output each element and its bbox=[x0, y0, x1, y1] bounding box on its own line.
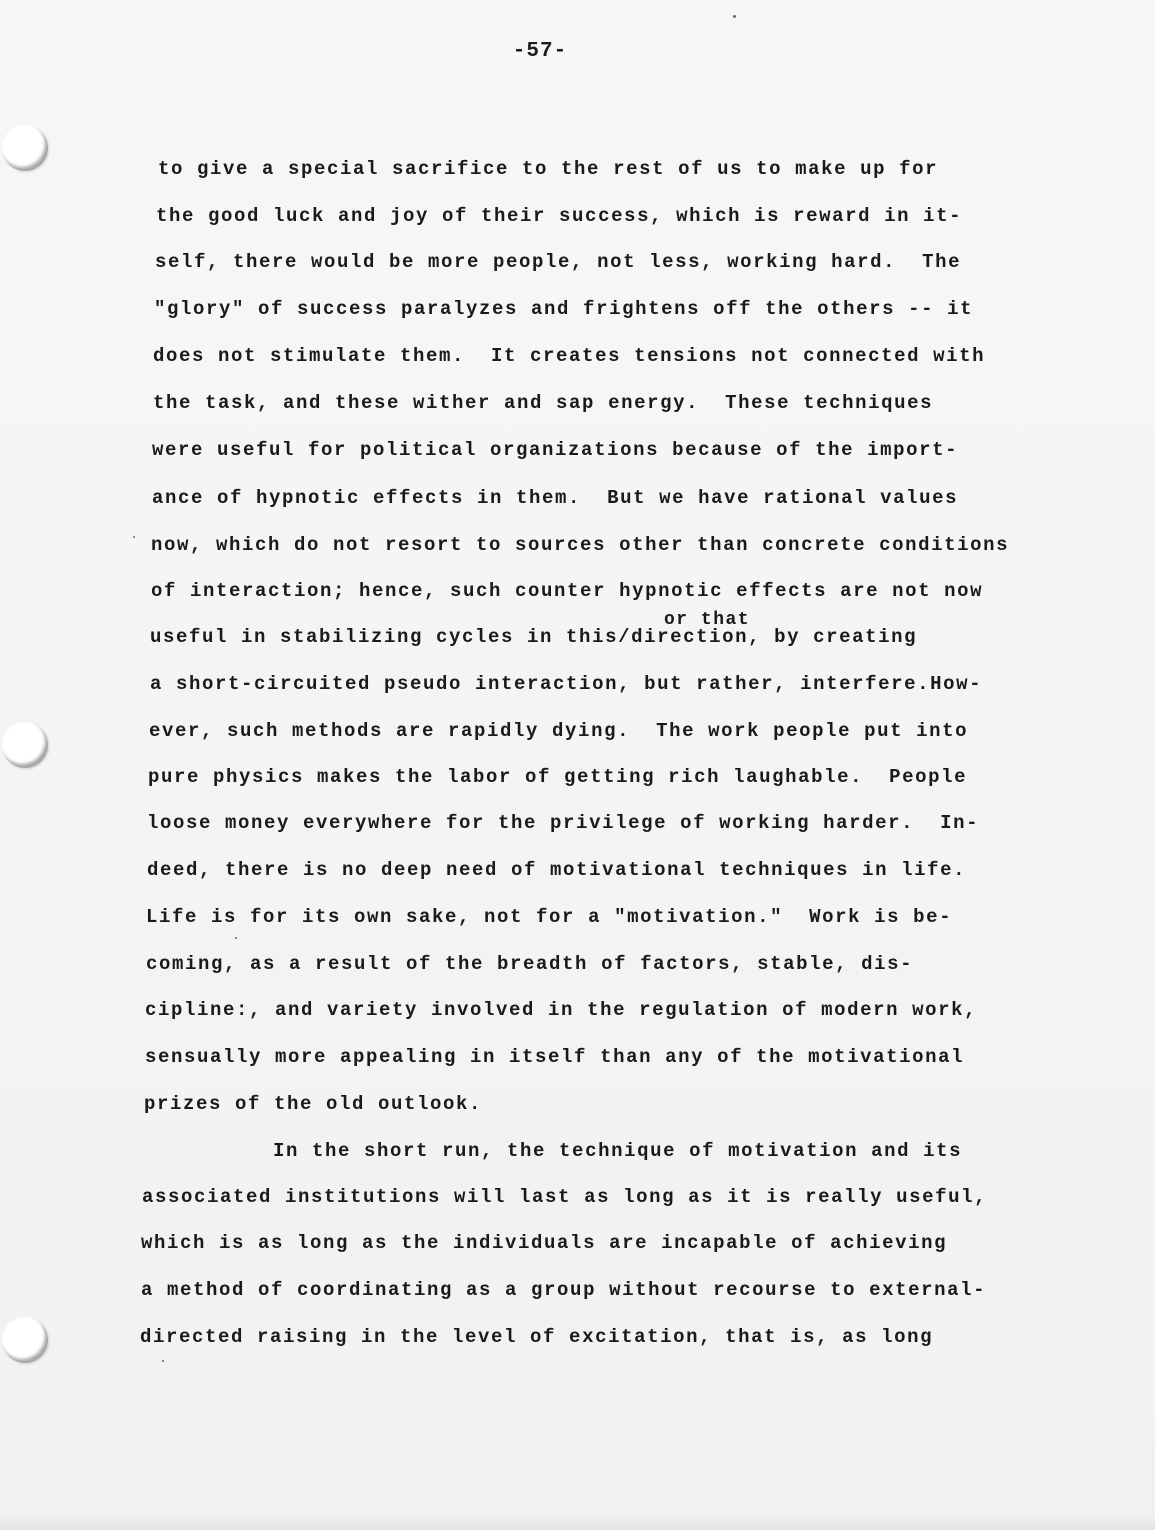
text-line: to give a special sacrifice to the rest of us to make up for bbox=[158, 158, 939, 180]
text-line: ever, such methods are rapidly dying. The work people put into bbox=[149, 720, 969, 742]
text-line: the good luck and joy of their success, which is reward in it- bbox=[156, 205, 963, 227]
text-line: cipline:, and variety involved in the regulation of modern work, bbox=[145, 999, 978, 1021]
text-line: coming, as a result of the breadth of factors, stable, dis- bbox=[146, 953, 914, 975]
text-line: associated institutions will last as long as it is really useful, bbox=[142, 1186, 988, 1208]
text-line: does not stimulate them. It creates tensions not connected with bbox=[153, 345, 986, 367]
text-line: the task, and these wither and sap energy. These techniques bbox=[153, 392, 934, 414]
text-line: ance of hypnotic effects in them. But we have rational values bbox=[152, 487, 959, 509]
text-line: of interaction; hence, such counter hypnotic effects are not now bbox=[151, 580, 984, 602]
text-line: sensually more appealing in itself than any of the motivational bbox=[145, 1046, 965, 1068]
text-line: useful in stabilizing cycles in this/direction, by creating bbox=[150, 626, 918, 648]
punch-hole-top bbox=[2, 125, 48, 171]
paper-speck bbox=[235, 937, 237, 939]
text-line: pure physics makes the labor of getting rich laughable. People bbox=[148, 766, 968, 788]
paper-speck bbox=[133, 536, 135, 538]
punch-hole-middle bbox=[2, 722, 48, 768]
text-line: now, which do not resort to sources other than concrete conditions bbox=[151, 534, 1010, 556]
text-line: a short-circuited pseudo interaction, but rather, interfere.How- bbox=[150, 673, 983, 695]
text-line: self, there would be more people, not less, working hard. The bbox=[155, 251, 962, 273]
page-bottom-edge bbox=[0, 1516, 1155, 1530]
text-line: In the short run, the technique of motivation and its bbox=[143, 1140, 963, 1162]
paper-speck bbox=[162, 1360, 164, 1362]
interlinear-insertion: or that bbox=[664, 610, 751, 630]
text-line: directed raising in the level of excitation, that is, as long bbox=[140, 1326, 934, 1348]
paper-speck bbox=[733, 15, 736, 18]
text-line: "glory" of success paralyzes and frightens off the others -- it bbox=[154, 298, 974, 320]
text-line: prizes of the old outlook. bbox=[144, 1093, 483, 1115]
text-line: a method of coordinating as a group without recourse to external- bbox=[141, 1279, 987, 1301]
text-line: were useful for political organizations because of the import- bbox=[152, 439, 959, 461]
page-number: -57- bbox=[512, 40, 568, 63]
text-line: which is as long as the individuals are incapable of achieving bbox=[141, 1232, 948, 1254]
text-line: Life is for its own sake, not for a "motivation." Work is be- bbox=[146, 906, 953, 928]
text-line: loose money everywhere for the privilege of working harder. In- bbox=[147, 812, 980, 834]
punch-hole-bottom bbox=[2, 1317, 48, 1363]
text-line: deed, there is no deep need of motivational techniques in life. bbox=[147, 859, 967, 881]
